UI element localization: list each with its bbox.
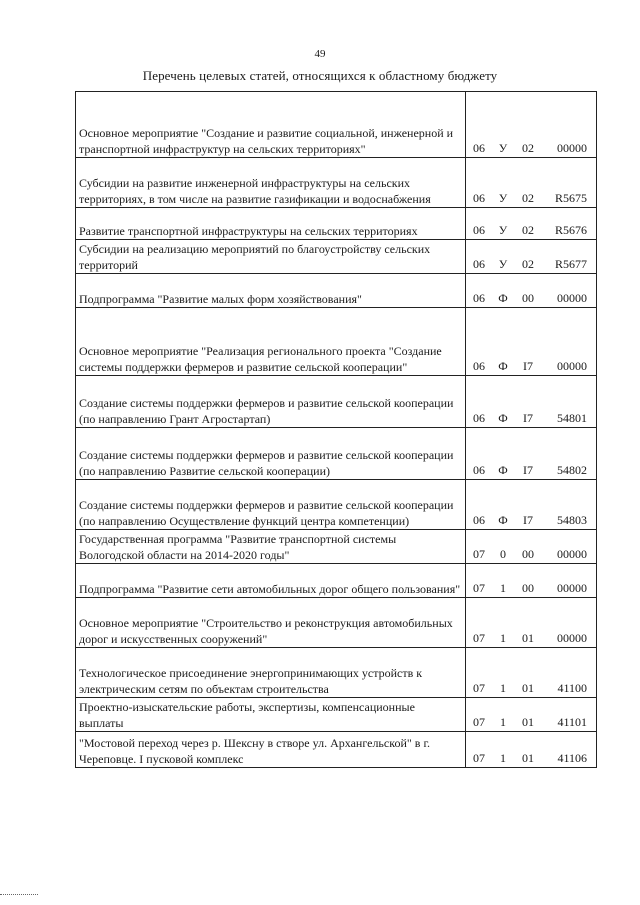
table-row: [76, 648, 597, 698]
program-code: 07: [473, 547, 485, 561]
code-cell: [466, 428, 597, 480]
code-cell: [466, 274, 597, 308]
direction-code: 02: [522, 191, 534, 205]
direction-code: 01: [522, 751, 534, 765]
item-name: Создание системы поддержки фермеров и развитие сельской кооперации (по направлению Грант Агростартап): [76, 376, 466, 428]
code-cell: [466, 732, 597, 768]
code-cell: [466, 92, 597, 158]
table-row: [76, 530, 597, 564]
item-name: Развитие транспортной инфраструктуры на сельских территориях: [76, 208, 466, 240]
program-code: 06: [473, 191, 485, 205]
code-parts: [469, 256, 593, 273]
direction-code: 02: [522, 141, 534, 155]
code-parts: [469, 580, 593, 597]
table-row: [76, 240, 597, 274]
subprogram-code: 1: [500, 581, 506, 595]
code-parts: [469, 512, 593, 529]
subprogram-code: У: [498, 223, 508, 237]
item-name: Государственная программа "Развитие транспортной системы Вологодской области на 2014-2020 годы": [76, 530, 466, 564]
code-cell: [466, 240, 597, 274]
program-code: 07: [473, 715, 485, 729]
direction-code: I7: [523, 359, 533, 373]
table-row: [76, 274, 597, 308]
expense-code: R5676: [554, 223, 587, 237]
expense-code: 00000: [557, 581, 587, 595]
item-name: "Мостовой переход через р. Шексну в створе ул. Архангельской" в г. Череповце. I пусковой комплекс: [76, 732, 466, 768]
program-code: 06: [473, 463, 485, 477]
program-code: 06: [473, 141, 485, 155]
subprogram-code: Ф: [498, 359, 508, 373]
item-name: Субсидии на реализацию мероприятий по благоустройству сельских территорий: [76, 240, 466, 274]
direction-code: I7: [523, 513, 533, 527]
program-code: 07: [473, 581, 485, 595]
code-cell: [466, 376, 597, 428]
subprogram-code: 1: [500, 681, 506, 695]
subprogram-code: У: [498, 257, 508, 271]
code-cell: [466, 530, 597, 564]
direction-code: 02: [522, 257, 534, 271]
table-row: [76, 158, 597, 208]
table-row: [76, 428, 597, 480]
expense-code: 00000: [557, 547, 587, 561]
expense-code: 41106: [557, 751, 587, 765]
code-cell: [466, 564, 597, 598]
table-row: [76, 308, 597, 376]
subprogram-code: Ф: [498, 463, 508, 477]
code-cell: [466, 208, 597, 240]
program-code: 07: [473, 631, 485, 645]
table-body: [76, 92, 597, 768]
expense-code: 41101: [557, 715, 587, 729]
table-row: [76, 732, 597, 768]
item-name: Создание системы поддержки фермеров и развитие сельской кооперации (по направлению Развитие сельской кооперации): [76, 428, 466, 480]
direction-code: 00: [522, 291, 534, 305]
expense-code: R5675: [554, 191, 587, 205]
subprogram-code: 1: [500, 751, 506, 765]
page-title: Перечень целевых статей, относящихся к областному бюджету: [142, 68, 498, 83]
code-parts: [469, 680, 593, 697]
direction-code: 01: [522, 681, 534, 695]
expense-code: 54803: [557, 513, 587, 527]
expense-code: 54802: [557, 463, 587, 477]
direction-code: 01: [522, 715, 534, 729]
item-name: Основное мероприятие "Строительство и реконструкция автомобильных дорог и искусственных сооружений": [76, 598, 466, 648]
subprogram-code: Ф: [498, 411, 508, 425]
expense-code: R5677: [554, 257, 587, 271]
subprogram-code: 1: [500, 631, 506, 645]
expense-code: 54801: [557, 411, 587, 425]
direction-code: I7: [523, 411, 533, 425]
table-row: [76, 92, 597, 158]
table-row: [76, 376, 597, 428]
program-code: 06: [473, 291, 485, 305]
subprogram-code: 0: [500, 547, 506, 561]
item-name: Основное мероприятие "Создание и развитие социальной, инженерной и транспортной инфраструктур на сельских территориях": [76, 92, 466, 158]
code-parts: [469, 190, 593, 207]
item-name: Подпрограмма "Развитие сети автомобильных дорог общего пользования": [76, 564, 466, 598]
code-cell: [466, 308, 597, 376]
expense-code: 00000: [557, 141, 587, 155]
code-parts: [469, 750, 593, 767]
item-name: Подпрограмма "Развитие малых форм хозяйствования": [76, 274, 466, 308]
subprogram-code: У: [498, 191, 508, 205]
item-name: Субсидии на развитие инженерной инфраструктуры на сельских территориях, в том числе на развитие газификации и водоснабжения: [76, 158, 466, 208]
target-articles-table: [75, 91, 597, 768]
code-parts: [469, 290, 593, 307]
code-parts: [469, 140, 593, 157]
page-number: 49: [314, 48, 326, 60]
code-cell: [466, 648, 597, 698]
direction-code: 02: [522, 223, 534, 237]
table-row: [76, 564, 597, 598]
code-parts: [469, 410, 593, 427]
direction-code: 00: [522, 581, 534, 595]
item-name: Проектно-изыскательские работы, экспертизы, компенсационные выплаты: [76, 698, 466, 732]
direction-code: 00: [522, 547, 534, 561]
program-code: 06: [473, 257, 485, 271]
table-row: [76, 208, 597, 240]
code-parts: [469, 546, 593, 563]
code-parts: [469, 630, 593, 647]
expense-code: 00000: [557, 291, 587, 305]
subprogram-code: Ф: [498, 291, 508, 305]
subprogram-code: Ф: [498, 513, 508, 527]
direction-code: 01: [522, 631, 534, 645]
code-cell: [466, 480, 597, 530]
subprogram-code: 1: [500, 715, 506, 729]
table-row: [76, 598, 597, 648]
code-parts: [469, 714, 593, 731]
item-name: Технологическое присоединение энергопринимающих устройств к электрическим сетям по объектам строительства: [76, 648, 466, 698]
code-parts: [469, 358, 593, 375]
code-parts: [469, 222, 593, 239]
code-cell: [466, 598, 597, 648]
table-row: [76, 480, 597, 530]
bottom-dotted-mark: [0, 894, 38, 895]
program-code: 06: [473, 359, 485, 373]
expense-code: 41100: [557, 681, 587, 695]
subprogram-code: У: [498, 141, 508, 155]
program-code: 06: [473, 513, 485, 527]
program-code: 06: [473, 223, 485, 237]
direction-code: I7: [523, 463, 533, 477]
expense-code: 00000: [557, 631, 587, 645]
item-name: Основное мероприятие "Реализация регионального проекта "Создание системы поддержки фермеров и развитие сельской кооперации": [76, 308, 466, 376]
program-code: 07: [473, 681, 485, 695]
program-code: 07: [473, 751, 485, 765]
expense-code: 00000: [557, 359, 587, 373]
item-name: Создание системы поддержки фермеров и развитие сельской кооперации (по направлению Осуществление функций центра компетенции): [76, 480, 466, 530]
program-code: 06: [473, 411, 485, 425]
code-cell: [466, 698, 597, 732]
code-cell: [466, 158, 597, 208]
table-row: [76, 698, 597, 732]
code-parts: [469, 462, 593, 479]
